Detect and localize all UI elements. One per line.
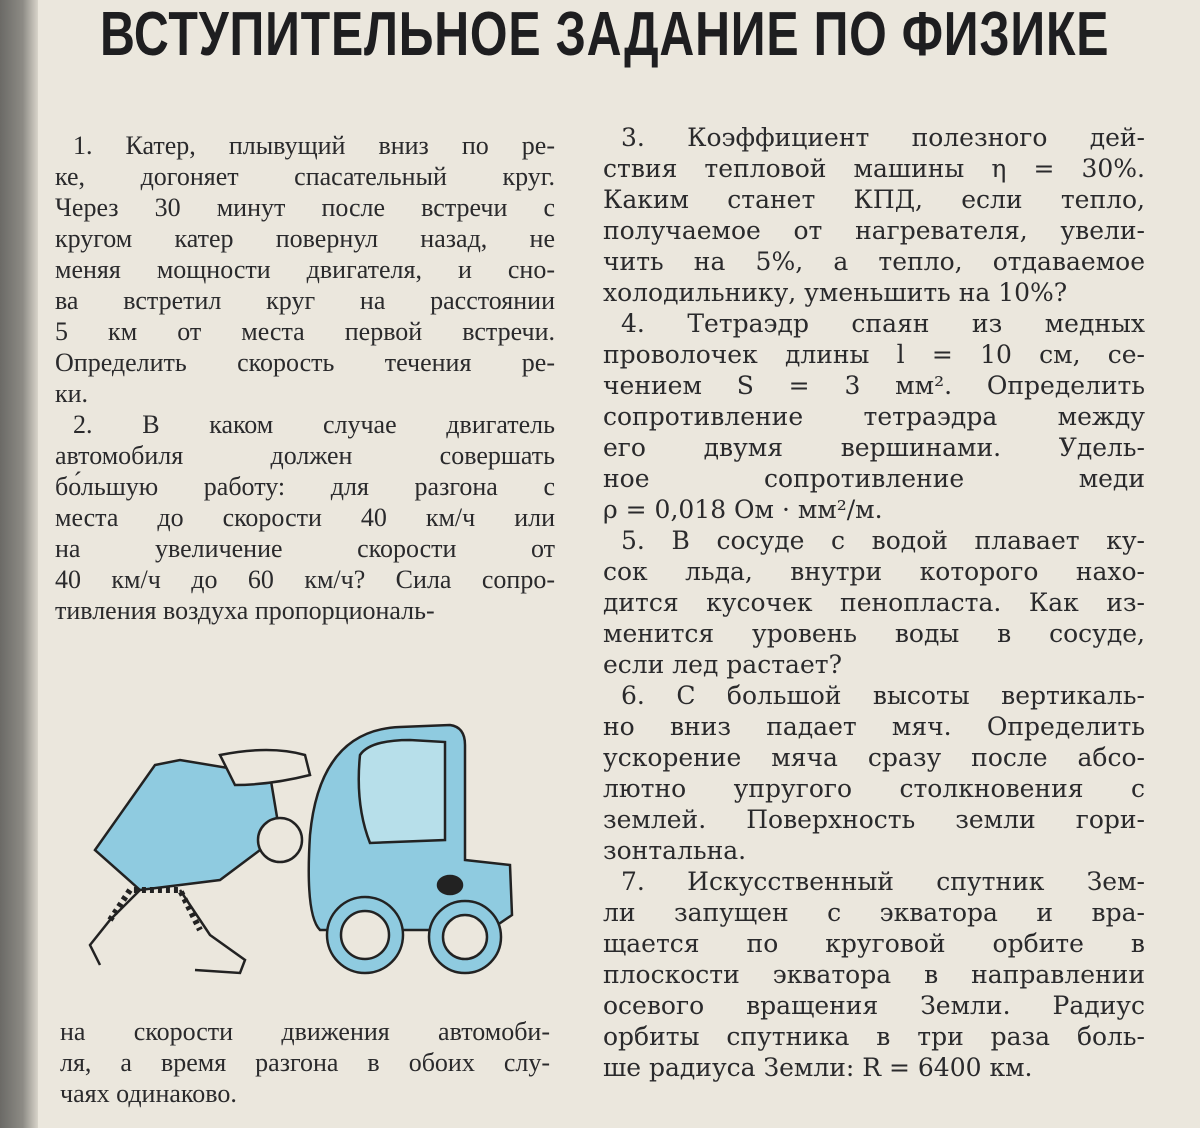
text-line: сок льда, внутри которого нахо- xyxy=(603,557,1145,586)
text-line: 5 км от места первой встречи. xyxy=(55,317,555,346)
text-line: 5. В сосуде с водой плавает ку- xyxy=(621,526,1145,555)
text-line: его двумя вершинами. Удель- xyxy=(603,433,1145,462)
text-line: тивления воздуха пропорциональ- xyxy=(55,596,435,625)
text-line: 7. Искусственный спутник Зем- xyxy=(621,867,1145,896)
text-line: орбиты спутника в три раза боль- xyxy=(603,1022,1145,1051)
text-line: плоскости экватора в направлении xyxy=(603,960,1145,989)
text-line: сопротивление тетраэдра между xyxy=(603,402,1145,431)
text-line: места до скорости 40 км/ч или xyxy=(55,503,555,532)
text-line: 2. В каком случае двигатель xyxy=(73,410,555,439)
text-line: 1. Катер, плывущий вниз по ре- xyxy=(73,131,555,160)
text-line: холодильнику, уменьшить на 10%? xyxy=(603,278,1068,307)
text-line: чаях одинаково. xyxy=(60,1079,237,1108)
text-line: ное сопротивление меди xyxy=(603,464,1145,493)
text-line: дится кусочек пенопласта. Как из- xyxy=(603,588,1145,617)
page-edge xyxy=(0,0,38,1128)
illustration-man-pushing-car xyxy=(70,715,530,995)
text-line: ρ = 0,018 Ом · мм²/м. xyxy=(603,495,883,524)
text-line: Каким станет КПД, если тепло, xyxy=(603,185,1145,214)
text-line: кругом катер повернул назад, не xyxy=(55,224,555,253)
car xyxy=(309,725,512,973)
text-line: ке, догоняет спасательный круг. xyxy=(55,162,555,191)
text-line: проволочек длины l = 10 см, се- xyxy=(603,340,1145,369)
text-line: ва встретил круг на расстоянии xyxy=(55,286,555,315)
text-line: ускорение мяча сразу после абсо- xyxy=(603,743,1145,772)
text-line: зонтальна. xyxy=(603,836,747,865)
text-line: щается по круговой орбите в xyxy=(603,929,1145,958)
text-line: 40 км/ч до 60 км/ч? Сила сопро- xyxy=(55,565,555,594)
text-line: на скорости движения автомоби- xyxy=(60,1017,550,1046)
text-line: но вниз падает мяч. Определить xyxy=(603,712,1145,741)
text-line: землей. Поверхность земли гори- xyxy=(603,805,1145,834)
left-column xyxy=(55,130,555,626)
text-line: Определить скорость течения ре- xyxy=(55,348,555,377)
text-line: меняя мощности двигателя, и сно- xyxy=(55,255,555,284)
text-line: ки. xyxy=(55,379,89,408)
man xyxy=(90,750,310,973)
right-column xyxy=(603,122,1145,1083)
text-line: получаемое от нагревателя, увели- xyxy=(603,216,1145,245)
page-title: ВСТУПИТЕЛЬНОЕ ЗАДАНИЕ ПО ФИЗИКЕ xyxy=(100,0,1110,69)
text-line: бо́льшую работу: для разгона с xyxy=(55,472,555,501)
text-line: чением S = 3 мм². Определить xyxy=(603,371,1145,400)
text-line: ля, а время разгона в обоих слу- xyxy=(60,1048,550,1077)
text-line: 6. С большой высоты вертикаль- xyxy=(621,681,1145,710)
text-line: ствия тепловой машины η = 30%. xyxy=(603,154,1145,183)
text-line: менится уровень воды в сосуде, xyxy=(603,619,1145,648)
text-line: ше радиуса Земли: R = 6400 км. xyxy=(603,1053,1033,1082)
text-line: ли запущен с экватора и вра- xyxy=(603,898,1145,927)
text-line: лютно упругого столкновения с xyxy=(603,774,1145,803)
text-line: на увеличение скорости от xyxy=(55,534,555,563)
text-line: если лед растает? xyxy=(603,650,842,679)
text-line: чить на 5%, а тепло, отдаваемое xyxy=(603,247,1145,276)
left-column-continued xyxy=(60,1016,550,1109)
text-line: осевого вращения Земли. Радиус xyxy=(603,991,1145,1020)
text-line: 3. Коэффициент полезного дей- xyxy=(621,123,1145,152)
text-line: автомобиля должен совершать xyxy=(55,441,555,470)
text-line: 4. Тетраэдр спаян из медных xyxy=(621,309,1145,338)
text-line: Через 30 минут после встречи с xyxy=(55,193,555,222)
